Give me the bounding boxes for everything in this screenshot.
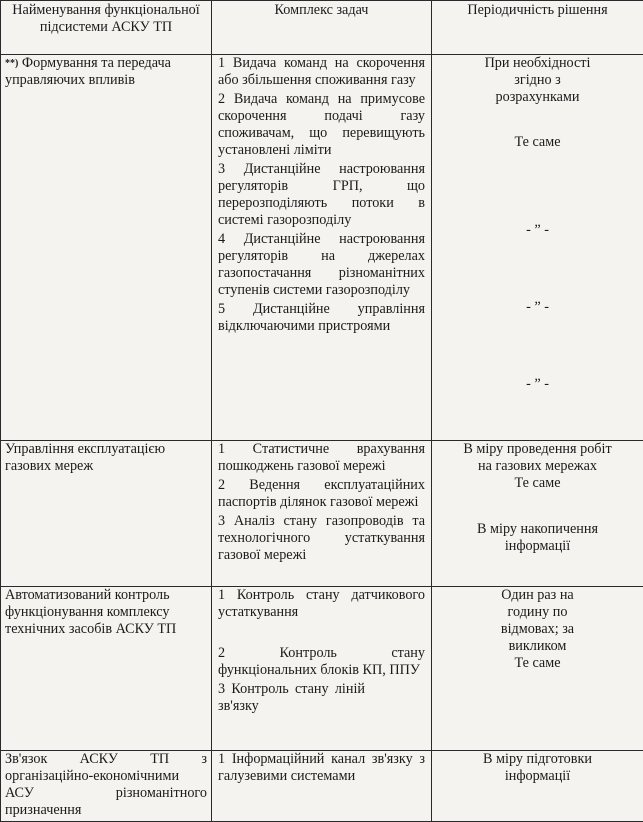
task-item: 3 Аналіз стану газопроводів та технологічного устаткування газової мережі [218, 513, 425, 564]
task-item: 3 Контроль стану ліній зв'язку [218, 681, 425, 715]
task-item: 4 Дистанційне настроювання регуляторів на джерелах газопостачання різноманітних ступенів системи газорозподілу [218, 231, 425, 299]
header-task-complex: Комплекс задач [212, 1, 432, 55]
subsystem-name: Зв'язок АСКУ ТП з організаційно-економічними АСУ різноманітного призначення [5, 751, 207, 819]
task-item: 2 Контроль стану функціональних блоків КП, ППУ [218, 645, 425, 679]
period-item: При необхідності згідно з розрахунками [436, 55, 639, 106]
periodicity-cell [432, 751, 643, 822]
task-item: 5 Дистанційне управління відключаючими пристроями [218, 301, 425, 335]
subsystem-name-cell [1, 751, 212, 822]
period-item: В міру проведення робіт на газових мережах [436, 441, 639, 475]
period-item: - ” - [436, 222, 639, 239]
table-row [1, 751, 643, 822]
subsystem-name-cell [1, 55, 212, 441]
task-list-cell [212, 441, 432, 587]
task-item: 1 Контроль стану датчикового устаткування [218, 587, 425, 621]
task-list-cell [212, 55, 432, 441]
table-row [1, 587, 643, 751]
footnote-mark: **) [5, 58, 18, 69]
period-item: Один раз на годину по відмовах; за викликом [436, 587, 639, 655]
period-item: В міру підготовки інформації [436, 751, 639, 785]
periodicity-cell [432, 55, 643, 441]
task-list-cell [212, 751, 432, 822]
period-item: - ” - [436, 376, 639, 393]
table-row [1, 441, 643, 587]
period-item: Те саме [436, 134, 639, 151]
task-item: 1 Видача команд на скорочення або збільшення споживання газу [218, 55, 425, 89]
table-header-row [1, 1, 643, 55]
header-periodicity: Періодичність рішення [432, 1, 643, 55]
task-item: 1 Статистичне врахування пошкоджень газової мережі [218, 441, 425, 475]
task-item: 2 Ведення експлуатаційних паспортів ділянок газової мережі [218, 477, 425, 511]
task-list-cell [212, 587, 432, 751]
task-item: 3 Дистанційне настроювання регуляторів ГРП, що перерозподіляють потоки в системі газорозподілу [218, 161, 425, 229]
task-item: 1 Інформаційний канал зв'язку з галузевими системами [218, 751, 425, 785]
period-item: В міру накопичення інформації [436, 521, 639, 555]
periodicity-cell [432, 441, 643, 587]
header-subsystem-name: Найменування функціональної підсистеми АСКУ ТП [1, 1, 212, 55]
subsystem-name: Формування та передача управляючих впливів [5, 55, 171, 88]
table-row [1, 55, 643, 441]
subsystem-name-cell [1, 587, 212, 751]
period-item: Те саме [436, 655, 639, 672]
subsystem-name: Управління експлуатацією газових мереж [5, 441, 207, 475]
subsystem-name: Автоматизований контроль функціонування комплексу технічних засобів АСКУ ТП [5, 587, 207, 638]
period-item: Те саме [436, 475, 639, 492]
subsystem-name-cell [1, 441, 212, 587]
task-item: 2 Видача команд на примусове скорочення подачі газу споживачам, що перевищують установлені ліміти [218, 91, 425, 159]
periodicity-cell [432, 587, 643, 751]
period-item: - ” - [436, 299, 639, 316]
